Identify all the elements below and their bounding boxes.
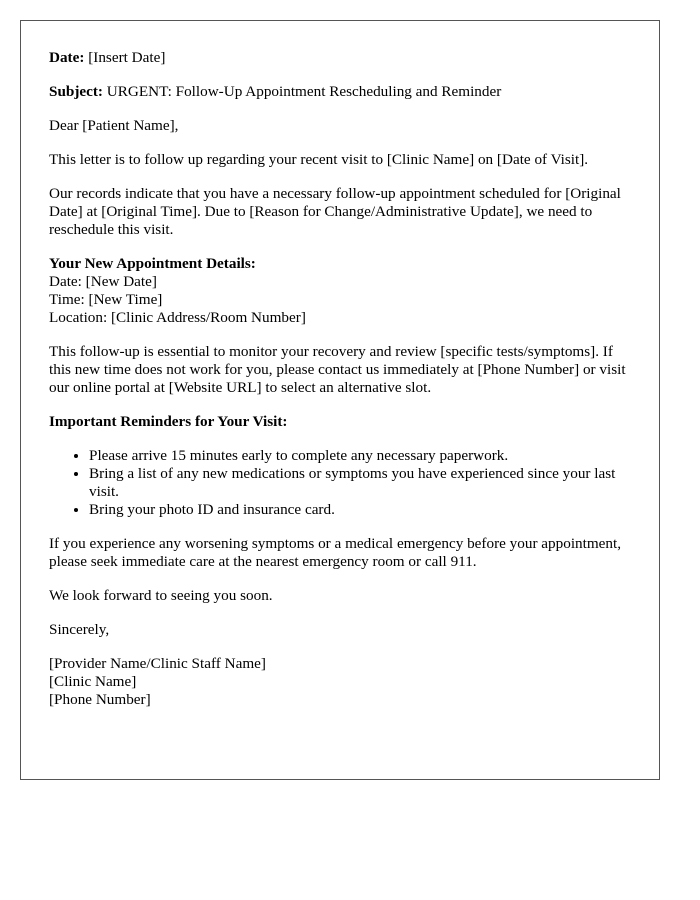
list-item: • Please arrive 15 minutes early to complete any necessary paperwork. bbox=[89, 447, 631, 465]
closing-line: We look forward to seeing you soon. bbox=[49, 587, 273, 604]
intro-paragraph: This letter is to follow up regarding your recent visit to [Clinic Name] on [Date of Visit]. bbox=[49, 151, 589, 168]
new-location: Location: [Clinic Address/Room Number] bbox=[49, 309, 306, 326]
new-date: Date: [New Date] bbox=[49, 273, 157, 290]
subject-line bbox=[49, 83, 631, 101]
letter-document bbox=[20, 20, 660, 780]
signature-name: [Provider Name/Clinic Staff Name] bbox=[49, 655, 266, 672]
date-value: [Insert Date] bbox=[88, 49, 166, 66]
list-item: • Bring your photo ID and insurance card. bbox=[89, 501, 631, 519]
date-line bbox=[49, 49, 631, 67]
signoff: Sincerely, bbox=[49, 621, 110, 638]
new-details-heading: Your New Appointment Details: bbox=[49, 255, 256, 272]
records-paragraph: Our records indicate that you have a necessary follow-up appointment scheduled for [Original Date] at [Original Time]. Due to [Reason for Change/Administrative Update], we need to reschedule this visit. bbox=[49, 185, 621, 238]
reminders-heading: Important Reminders for Your Visit: bbox=[49, 413, 288, 430]
emergency-paragraph: If you experience any worsening symptoms or a medical emergency before your appointment, please seek immediate care at the nearest emergency room or call 911. bbox=[49, 535, 622, 570]
essential-paragraph: This follow-up is essential to monitor your recovery and review [specific tests/symptoms]. If this new time does not work for you, please contact us immediately at [Phone Number] or visit our online portal at [Website URL] to select an alternative slot. bbox=[49, 343, 626, 396]
signature-phone: [Phone Number] bbox=[49, 691, 151, 708]
signature-clinic: [Clinic Name] bbox=[49, 673, 137, 690]
new-time: Time: [New Time] bbox=[49, 291, 163, 308]
salutation: Dear [Patient Name], bbox=[49, 117, 179, 134]
reminders-list bbox=[49, 447, 631, 519]
subject-value: URGENT: Follow-Up Appointment Rescheduling and Reminder bbox=[106, 83, 502, 100]
subject-label: Subject: bbox=[49, 83, 103, 100]
list-item: • Bring a list of any new medications or symptoms you have experienced since your last visit. bbox=[89, 465, 631, 501]
signature-block bbox=[49, 655, 631, 709]
new-appointment-details bbox=[49, 255, 631, 327]
date-label: Date: bbox=[49, 49, 85, 66]
